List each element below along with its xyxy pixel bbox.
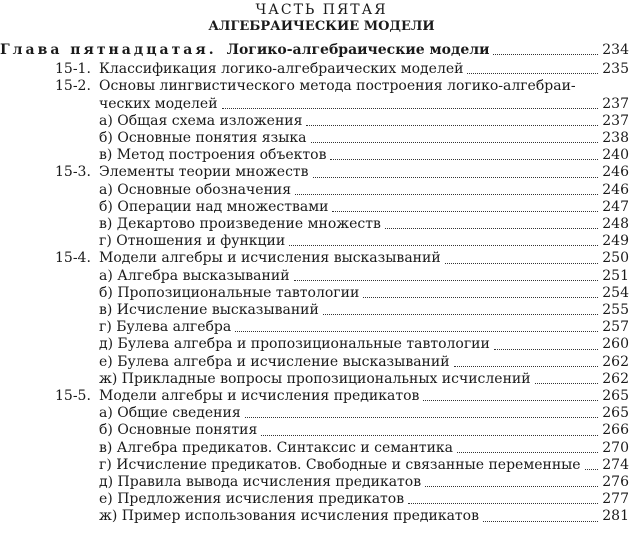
chapter-title: Логико-алгебраические модели <box>226 42 490 58</box>
leader-dots <box>245 417 599 418</box>
entry-text: б) Основные понятия <box>99 422 258 439</box>
subsection-entry[interactable] <box>0 474 643 491</box>
section-entry[interactable] <box>0 61 643 78</box>
entry-page: 246 <box>602 181 629 198</box>
subsection-entry[interactable] <box>0 440 643 457</box>
entry-text: в) Исчисление высказываний <box>99 302 319 319</box>
leader-dots <box>467 73 598 74</box>
part-label: ЧАСТЬ ПЯТАЯ <box>255 2 388 18</box>
entry-page: 249 <box>602 233 629 250</box>
entry-text: г) Отношения и функции <box>99 233 286 250</box>
entry-page: 238 <box>602 130 629 147</box>
section-number: 15-2. <box>55 78 91 95</box>
subsection-entry[interactable] <box>0 268 643 285</box>
subsection-entry[interactable] <box>0 285 643 302</box>
leader-dots <box>585 469 599 470</box>
chapter-entry[interactable] <box>0 42 643 59</box>
subsection-entry[interactable] <box>0 354 643 371</box>
entry-page: 251 <box>602 267 629 284</box>
entry-text: б) Операции над множествами <box>99 198 329 215</box>
subsection-entry[interactable] <box>0 130 643 147</box>
entry-text: ческих моделей <box>99 95 218 112</box>
subsection-entry[interactable] <box>0 113 643 130</box>
entry-page: 235 <box>602 61 629 78</box>
entry-page: 257 <box>602 319 629 336</box>
entry-page: 247 <box>602 198 629 215</box>
section-number: 15-5. <box>55 388 91 405</box>
entry-text: г) Исчисление предикатов. Свободные и связанные переменные <box>99 456 581 473</box>
entry-text: д) Булева алгебра и пропозициональные тавтологии <box>99 336 490 353</box>
leader-dots <box>385 228 598 229</box>
leader-dots <box>222 108 599 109</box>
subsection-entry[interactable] <box>0 233 643 250</box>
leader-dots <box>323 314 598 315</box>
entry-page: 266 <box>602 422 629 439</box>
section-number: 15-4. <box>55 250 91 267</box>
entry-text: Модели алгебры и исчисления предикатов <box>99 388 420 405</box>
leader-dots <box>330 159 598 160</box>
entry-text: Элементы теории множеств <box>99 164 309 181</box>
entry-text: д) Правила вывода исчисления предикатов <box>99 474 422 491</box>
leader-dots <box>289 245 598 246</box>
subsection-entry[interactable] <box>0 302 643 319</box>
entry-page: 281 <box>602 508 629 525</box>
entry-page: 248 <box>602 216 629 233</box>
entry-page: 255 <box>602 302 629 319</box>
section-number: 15-3. <box>55 164 91 181</box>
entry-text: ж) Пример использования исчисления предикатов <box>99 508 479 525</box>
entry-page: 262 <box>602 370 629 387</box>
subsection-entry[interactable] <box>0 319 643 336</box>
chapter-label: Глава пятнадцатая. <box>0 42 217 58</box>
subsection-entry[interactable] <box>0 147 643 164</box>
entry-text: а) Алгебра высказываний <box>99 267 290 284</box>
subsection-entry[interactable] <box>0 457 643 474</box>
entry-page: 265 <box>602 388 629 405</box>
subsection-entry[interactable] <box>0 216 643 233</box>
entry-text: Основы лингвистического метода построения логико-алгебраи- <box>99 78 576 95</box>
subsection-entry[interactable] <box>0 422 643 439</box>
entry-page: 277 <box>602 491 629 508</box>
entry-page: 276 <box>602 474 629 491</box>
subsection-entry[interactable] <box>0 371 643 388</box>
section-entry[interactable] <box>0 78 643 95</box>
leader-dots <box>332 211 598 212</box>
leader-dots <box>261 435 598 436</box>
section-entry-continuation[interactable] <box>0 96 643 113</box>
entry-text: б) Основные понятия языка <box>99 130 307 147</box>
leader-dots <box>454 366 599 367</box>
toc-entries <box>0 61 643 525</box>
leader-dots <box>294 280 599 281</box>
entry-page: 270 <box>602 439 629 456</box>
leader-dots <box>423 400 598 401</box>
entry-text: Модели алгебры и исчисления высказываний <box>99 250 441 267</box>
entry-page: 250 <box>602 250 629 267</box>
entry-page: 265 <box>602 405 629 422</box>
entry-text: г) Булева алгебра <box>99 319 232 336</box>
leader-dots <box>295 194 598 195</box>
subsection-entry[interactable] <box>0 491 643 508</box>
entry-text: а) Основные обозначения <box>99 181 292 198</box>
leader-dots <box>363 297 598 298</box>
part-title: АЛГЕБРАИЧЕСКИЕ МОДЕЛИ <box>208 19 435 34</box>
leader-dots <box>494 349 598 350</box>
section-entry[interactable] <box>0 388 643 405</box>
entry-page: 237 <box>602 112 629 129</box>
section-entry[interactable] <box>0 164 643 181</box>
entry-text: а) Общие сведения <box>99 405 241 422</box>
chapter-page: 234 <box>602 42 629 58</box>
leader-dots <box>483 521 598 522</box>
toc-page <box>0 2 643 541</box>
subsection-entry[interactable] <box>0 336 643 353</box>
leader-dots <box>306 125 598 126</box>
entry-text: в) Декартово произведение множеств <box>99 216 381 233</box>
subsection-entry[interactable] <box>0 182 643 199</box>
entry-text: в) Метод построения объектов <box>99 147 327 164</box>
entry-text: Классификация логико-алгебраических моделей <box>99 61 464 78</box>
entry-page: 240 <box>602 147 629 164</box>
subsection-entry[interactable] <box>0 508 643 525</box>
leader-dots <box>235 331 598 332</box>
leader-dots <box>535 383 599 384</box>
section-number: 15-1. <box>55 61 91 78</box>
entry-text: а) Общая схема изложения <box>99 112 303 129</box>
leader-dots <box>313 177 599 178</box>
entry-page: 237 <box>602 95 629 112</box>
leader-dots <box>457 452 598 453</box>
section-entry[interactable] <box>0 250 643 267</box>
entry-page: 254 <box>602 284 629 301</box>
leader-dots <box>445 263 599 264</box>
entry-text: ж) Прикладные вопросы пропозициональных исчислений <box>99 370 531 387</box>
subsection-entry[interactable] <box>0 199 643 216</box>
entry-text: е) Булева алгебра и исчисление высказываний <box>99 353 450 370</box>
entry-page: 246 <box>602 164 629 181</box>
entry-page: 262 <box>602 353 629 370</box>
entry-page: 260 <box>602 336 629 353</box>
leader-dots <box>311 142 599 143</box>
subsection-entry[interactable] <box>0 405 643 422</box>
entry-text: е) Предложения исчисления предикатов <box>99 491 405 508</box>
entry-page: 274 <box>602 456 629 473</box>
entry-text: в) Алгебра предикатов. Синтаксис и семантика <box>99 439 454 456</box>
leader-dots <box>425 486 598 487</box>
leader-dots <box>493 54 598 55</box>
entry-text: б) Пропозициональные тавтологии <box>99 284 360 301</box>
leader-dots <box>408 503 598 504</box>
